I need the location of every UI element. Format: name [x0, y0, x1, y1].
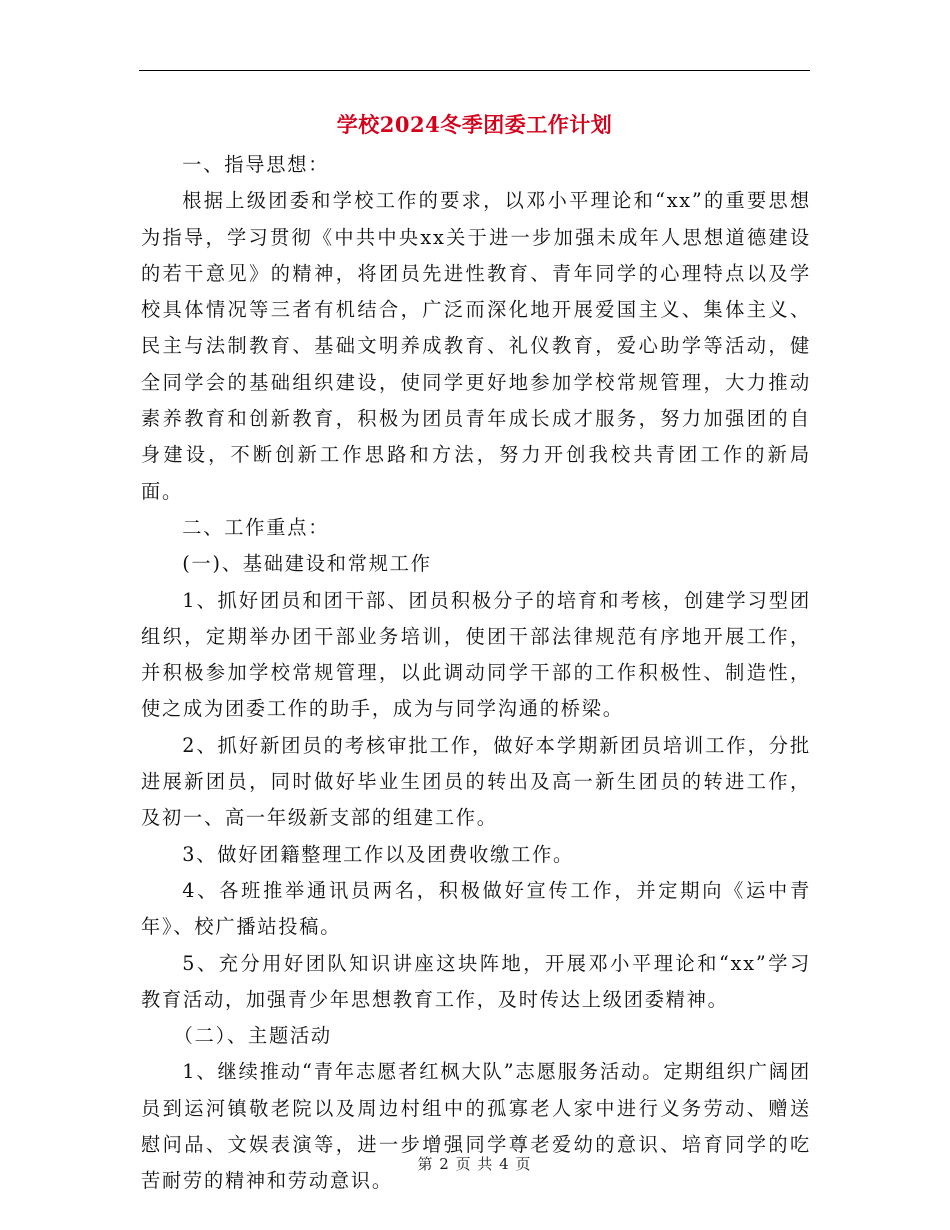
- activity-item-1: 1、继续推动“青年志愿者红枫大队”志愿服务活动。定期组织广阔团员到运河镇敬老院以及周边村组中的孤寡老人家中进行义务劳动、赠送慰问品、文娱表演等，进一步增强同学尊老爱幼的意识、培育同学的吃苦耐劳的精神和劳动意识。: [141, 1060, 811, 1193]
- section-heading-guiding-ideology: 一、指导思想：: [182, 153, 330, 176]
- subsection-heading-basic-work: (一)、基础建设和常规工作: [182, 552, 432, 576]
- list-item-1: 1、抓好团员和团干部、团员积极分子的培育和考核，创建学习型团组织，定期举办团干部业务培训，使团干部法律规范有序地开展工作，并积极参加学校常规管理，以此调动同学干部的工作积极性、制造性，使之成为团委工作的助手，成为与同学沟通的桥梁。: [141, 588, 811, 721]
- document-title: 学校2024冬季团委工作计划: [336, 112, 613, 137]
- list-item-5: 5、充分用好团队知识讲座这块阵地，开展邓小平理论和“xx”学习教育活动，加强青少年思想教育工作，及时传达上级团委精神。: [141, 951, 811, 1011]
- page-footer: [139, 1152, 810, 1176]
- subsection-heading-theme-activities: （二）、主题活动: [173, 1024, 332, 1048]
- paragraph-guiding-ideology: 根据上级团委和学校工作的要求，以邓小平理论和“xx”的重要思想为指导，学习贯彻《中共中央xx关于进一步加强未成年人思想道德建设的若干意见》的精神，将团员先进性教育、青年同学的心理特点以及学校具体情况等三者有机结合，广泛而深化地开展爱国主义、集体主义、民主与法制教育、基础文明养成教育、礼仪教育，爱心助学等活动，健全同学会的基础组织建设，使同学更好地参加学校常规管理，大力推动素养教育和创新教育，积极为团员青年成长成才服务，努力加强团的自身建设，不断创新工作思路和方法，努力开创我校共青团工作的新局面。: [141, 189, 811, 503]
- list-item-4: 4、各班推举通讯员两名，积极做好宣传工作，并定期向《运中青年》、校广播站投稿。: [141, 878, 811, 939]
- section-heading-work-focus: 二、工作重点：: [182, 515, 330, 539]
- page-number-label: 第 2 页 共 4 页: [417, 1155, 532, 1173]
- list-item-2: 2、抓好新团员的考核审批工作，做好本学期新团员培训工作，分批进展新团员，同时做好毕业生团员的转出及高一新生团员的转进工作，及初一、高一年级新支部的组建工作。: [141, 733, 811, 830]
- header-rule: [139, 70, 810, 71]
- document-body: [141, 147, 811, 1200]
- list-item-3: 3、做好团籍整理工作以及团费收缴工作。: [182, 842, 575, 866]
